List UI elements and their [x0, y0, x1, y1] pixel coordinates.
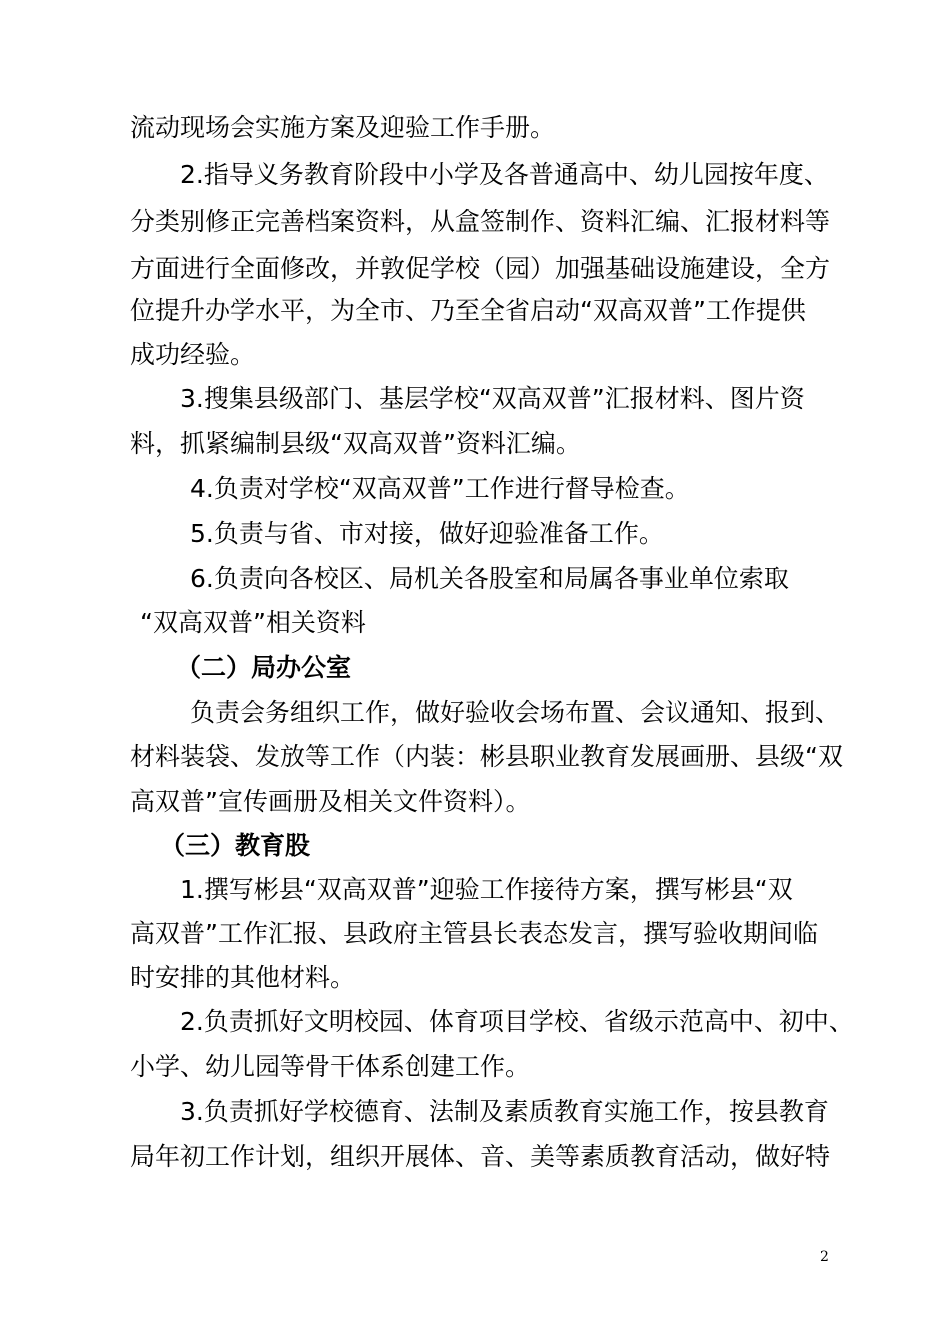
body-line-16: 高双普”宣传画册及相关文件资料）。 — [130, 787, 531, 816]
body-line-24: 局年初工作计划，组织开展体、音、美等素质教育活动，做好特 — [130, 1142, 831, 1171]
body-line-22: 小学、幼儿园等骨干体系创建工作。 — [130, 1052, 531, 1081]
body-line-1: 流动现场会实施方案及迎验工作手册。 — [130, 113, 556, 142]
body-line-4: 方面进行全面修改，并敦促学校（园）加强基础设施建设，全方 — [130, 254, 831, 283]
body-line-23: 3.负责抓好学校德育、法制及素质教育实施工作，按县教育 — [180, 1097, 829, 1126]
body-line-19: 高双普”工作汇报、县政府主管县长表态发言，撰写验收期间临 — [130, 919, 818, 948]
body-line-6: 成功经验。 — [130, 340, 256, 369]
body-line-15: 材料装袋、发放等工作（内装：彬县职业教育发展画册、县级“双 — [130, 742, 843, 771]
body-line-7: 3.搜集县级部门、基层学校“双高双普”汇报材料、图片资 — [180, 384, 805, 413]
page-number: 2 — [820, 1249, 829, 1265]
body-line-10: 5.负责与省、市对接，做好迎验准备工作。 — [190, 519, 664, 548]
body-line-18: 1.撰写彬县“双高双普”迎验工作接待方案，撰写彬县“双 — [180, 875, 793, 904]
section-heading-3: （三）教育股 — [160, 831, 311, 860]
section-heading-2: （二）局办公室 — [176, 653, 352, 682]
body-line-2: 2.指导义务教育阶段中小学及各普通高中、幼儿园按年度、 — [180, 160, 829, 189]
body-line-14: 负责会务组织工作，做好验收会场布置、会议通知、报到、 — [190, 698, 841, 727]
body-line-21: 2.负责抓好文明校园、体育项目学校、省级示范高中、初中、 — [180, 1007, 854, 1036]
body-line-5: 位提升办学水平，为全市、乃至全省启动“双高双普”工作提供 — [130, 296, 806, 325]
body-line-12: “双高双普”相关资料 — [140, 608, 366, 637]
body-line-8: 料，抓紧编制县级“双高双普”资料汇编。 — [130, 429, 581, 458]
body-line-11: 6.负责向各校区、局机关各股室和局属各事业单位索取 — [190, 564, 789, 593]
body-line-9: 4.负责对学校“双高双普”工作进行督导检查。 — [190, 474, 690, 503]
body-line-20: 时安排的其他材料。 — [130, 963, 356, 992]
body-line-3: 分类别修正完善档案资料，从盒签制作、资料汇编、汇报材料等 — [130, 207, 831, 236]
